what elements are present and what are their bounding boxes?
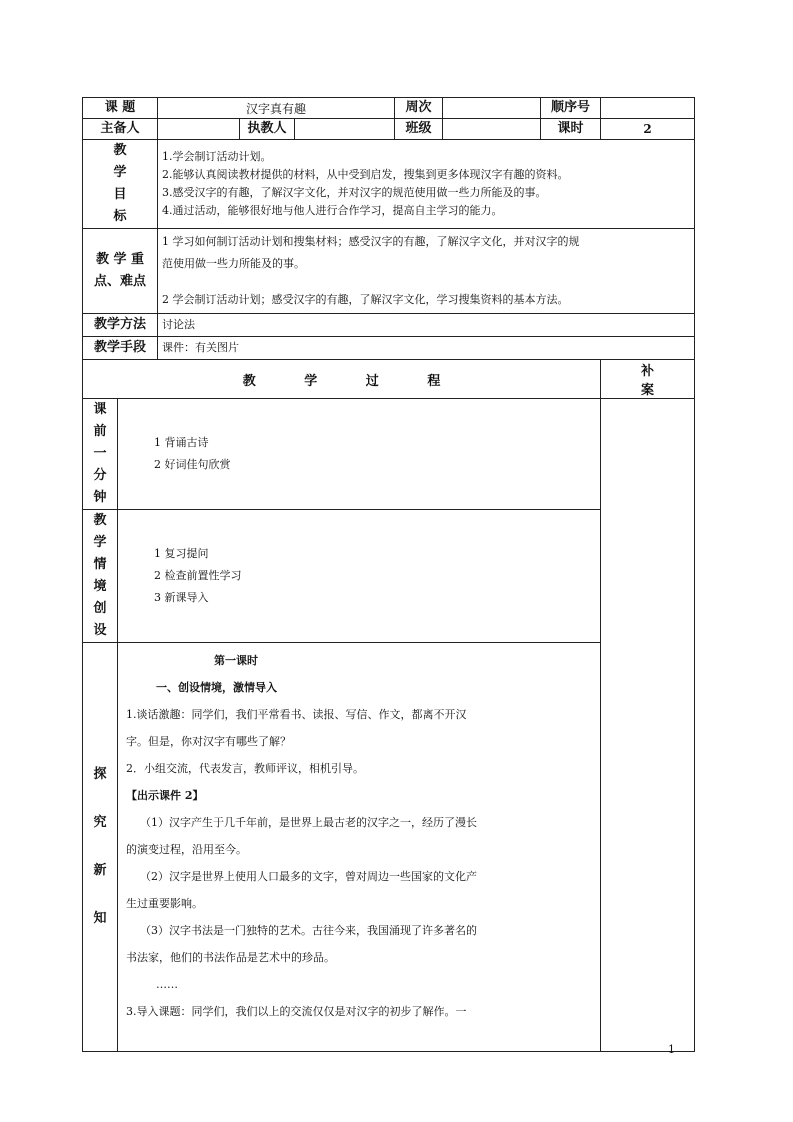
explore-content bbox=[118, 643, 601, 1052]
period-value: 2 bbox=[601, 119, 695, 140]
supplement-cell bbox=[601, 399, 695, 1052]
method-label: 教学方法 bbox=[83, 314, 158, 337]
means-value: 课件：有关图片 bbox=[158, 337, 695, 360]
situation-item: 3 新课导入 bbox=[154, 591, 209, 604]
explore-label-char: 新 bbox=[93, 863, 107, 878]
supplement-header-char: 案 bbox=[641, 383, 655, 398]
pre-class-label-char: 钟 bbox=[93, 490, 107, 505]
pre-class-item: 2 好词佳句欣赏 bbox=[154, 458, 231, 471]
situation-label bbox=[83, 510, 118, 643]
keypoints-line: 范使用做一些力所能及的事。 bbox=[162, 257, 305, 270]
preparer-value bbox=[158, 119, 240, 140]
explore-label-char: 探 bbox=[93, 767, 107, 782]
goals-label-char: 学 bbox=[113, 165, 127, 180]
goal-item: 3.感受汉字的有趣，了解汉字文化，并对汉字的规范使用做一些力所能及的事。 bbox=[162, 186, 547, 199]
lesson-title: 第一课时 bbox=[214, 654, 258, 667]
goal-item: 1.学会制订活动计划。 bbox=[162, 150, 272, 163]
process-header-row bbox=[83, 360, 695, 399]
paragraph-line: 的演变过程，沿用至今。 bbox=[126, 843, 247, 856]
goal-item: 2.能够认真阅读教材提供的材料，从中受到启发，搜集到更多体现汉字有趣的资料。 bbox=[162, 168, 569, 181]
situation-label-char: 创 bbox=[93, 601, 107, 616]
situation-label-char: 教 bbox=[93, 513, 107, 528]
pre-class-label bbox=[83, 399, 118, 510]
goals-row bbox=[83, 140, 695, 229]
class-value bbox=[443, 119, 541, 140]
header-row-1 bbox=[83, 98, 695, 119]
pre-class-label-char: 课 bbox=[93, 402, 107, 417]
situation-item: 1 复习提问 bbox=[154, 547, 209, 560]
explore-label bbox=[83, 643, 118, 1052]
order-label: 顺序号 bbox=[541, 98, 601, 119]
process-header-char: 过 bbox=[365, 373, 379, 389]
teacher-label: 执教人 bbox=[240, 119, 295, 140]
process-header-char: 学 bbox=[304, 373, 318, 389]
pre-class-label-char: 分 bbox=[93, 468, 107, 483]
keypoints-label-line: 点、难点 bbox=[93, 274, 146, 289]
pre-class-label-char: 前 bbox=[93, 424, 107, 439]
process-header-char: 教 bbox=[242, 373, 256, 389]
week-label: 周次 bbox=[395, 98, 443, 119]
keypoints-line: 1 学习如何制订活动计划和搜集材料；感受汉字的有趣，了解汉字文化，并对汉字的规 bbox=[162, 235, 580, 248]
teacher-value bbox=[295, 119, 395, 140]
paragraph-line: 字。但是，你对汉字有哪些了解？ bbox=[126, 735, 291, 748]
week-value bbox=[443, 98, 541, 119]
order-value bbox=[601, 98, 695, 119]
keypoints-label-line: 教 学 重 bbox=[95, 252, 145, 267]
situation-content bbox=[118, 510, 601, 643]
process-header-char: 程 bbox=[427, 373, 441, 389]
pre-class-label-char: 一 bbox=[93, 446, 107, 461]
keypoints-label bbox=[83, 229, 158, 314]
page-number: 1 bbox=[668, 1043, 675, 1056]
header-row-2 bbox=[83, 119, 695, 140]
preparer-label: 主备人 bbox=[83, 119, 158, 140]
situation-label-char: 境 bbox=[93, 579, 107, 594]
goals-label-char: 目 bbox=[113, 187, 127, 202]
paragraph-line: 2．小组交流，代表发言，教师评议，相机引导。 bbox=[126, 762, 364, 775]
situation-label-char: 情 bbox=[93, 557, 107, 572]
situation-label-char: 学 bbox=[93, 535, 107, 550]
goals-label-char: 标 bbox=[113, 209, 127, 224]
paragraph-line: （1）汉字产生于几千年前，是世界上最古老的汉字之一，经历了漫长 bbox=[140, 816, 477, 829]
pre-class-row bbox=[83, 399, 695, 510]
paragraph-line: 1.谈话激趣：同学们，我们平常看书、读报、写信、作文，都离不开汉 bbox=[126, 708, 467, 721]
class-label: 班级 bbox=[395, 119, 443, 140]
situation-label-char: 设 bbox=[93, 623, 107, 638]
paragraph-line: （2）汉字是世界上使用人口最多的文字，曾对周边一些国家的文化产 bbox=[140, 870, 477, 883]
lesson-plan-table bbox=[82, 97, 695, 1052]
period-label: 课时 bbox=[541, 119, 601, 140]
supplement-header bbox=[601, 360, 695, 399]
topic-label: 课 题 bbox=[83, 98, 158, 119]
paragraph-line: 3.导入课题：同学们，我们以上的交流仅仅是对汉字的初步了解作。一 bbox=[126, 1005, 467, 1018]
means-row bbox=[83, 337, 695, 360]
keypoints-line: 2 学会制订活动计划；感受汉字的有趣，了解汉字文化，学习搜集资料的基本方法。 bbox=[162, 293, 569, 306]
method-row bbox=[83, 314, 695, 337]
explore-label-char: 知 bbox=[93, 911, 107, 926]
pre-class-content bbox=[118, 399, 601, 510]
paragraph-line: （3）汉字书法是一门独特的艺术。古往今来，我国涌现了许多著名的 bbox=[140, 924, 477, 937]
goals-label-char: 教 bbox=[113, 143, 127, 158]
explore-label-char: 究 bbox=[93, 815, 107, 830]
topic-value: 汉字真有趣 bbox=[158, 98, 395, 119]
goals-label bbox=[83, 140, 158, 229]
process-header bbox=[83, 360, 601, 399]
pre-class-item: 1 背诵古诗 bbox=[154, 436, 209, 449]
goal-item: 4.通过活动，能够很好地与他人进行合作学习，提高自主学习的能力。 bbox=[162, 204, 503, 217]
section-title: 一、创设情境，激情导入 bbox=[156, 681, 277, 694]
situation-item: 2 检查前置性学习 bbox=[154, 569, 242, 582]
method-value: 讨论法 bbox=[158, 314, 695, 337]
goals-list bbox=[158, 140, 695, 229]
ellipsis: …… bbox=[156, 978, 178, 991]
means-label: 教学手段 bbox=[83, 337, 158, 360]
keypoints-content bbox=[158, 229, 695, 314]
courseware-note: 【出示课件 2】 bbox=[126, 789, 204, 802]
supplement-header-char: 补 bbox=[641, 364, 655, 379]
keypoints-row bbox=[83, 229, 695, 314]
paragraph-line: 生过重要影响。 bbox=[126, 897, 203, 910]
paragraph-line: 书法家，他们的书法作品是艺术中的珍品。 bbox=[126, 951, 335, 964]
